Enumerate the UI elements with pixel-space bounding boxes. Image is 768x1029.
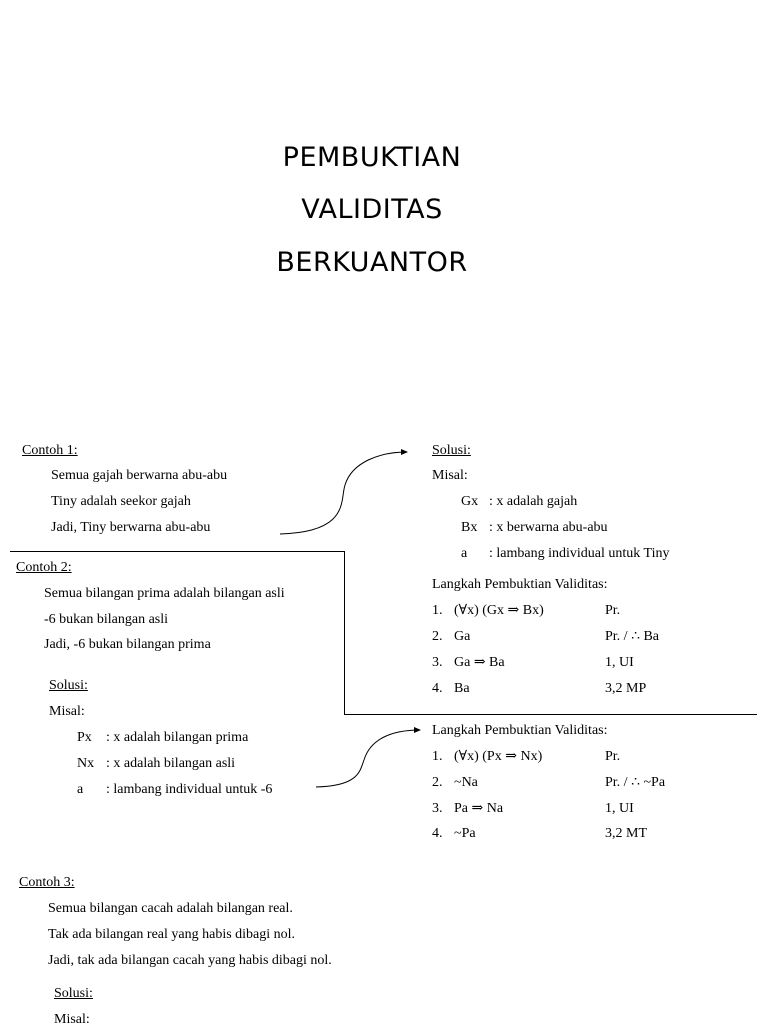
divider-line bbox=[344, 714, 757, 715]
contoh2-def-desc: : x adalah bilangan asli bbox=[106, 756, 236, 771]
contoh2-def-desc: : lambang individual untuk -6 bbox=[106, 782, 273, 797]
contoh2-heading: Contoh 2: bbox=[16, 560, 72, 575]
contoh1-conclusion: Jadi, Tiny berwarna abu-abu bbox=[51, 520, 211, 535]
contoh2-step-number: 3. bbox=[432, 801, 443, 816]
contoh1-langkah-heading: Langkah Pembuktian Validitas: bbox=[432, 577, 608, 592]
contoh1-step-number: 3. bbox=[432, 655, 443, 670]
contoh1-step-number: 2. bbox=[432, 629, 443, 644]
contoh1-step-number: 1. bbox=[432, 603, 443, 618]
contoh2-def-symbol: Nx bbox=[77, 756, 95, 771]
contoh1-def-desc: : x adalah gajah bbox=[489, 494, 578, 509]
contoh1-step-reason: 1, UI bbox=[605, 655, 634, 670]
contoh2-def-desc: : x adalah bilangan prima bbox=[106, 730, 249, 745]
contoh3-conclusion: Jadi, tak ada bilangan cacah yang habis dibagi nol. bbox=[48, 953, 332, 968]
contoh1-step-reason: Pr. / ∴ Ba bbox=[605, 629, 660, 644]
contoh2-premise-2: -6 bukan bilangan asli bbox=[44, 612, 169, 627]
page-title-line-2: VALIDITAS bbox=[301, 194, 443, 225]
contoh1-step-reason: Pr. bbox=[605, 603, 621, 618]
contoh2-step-reason: Pr. bbox=[605, 749, 621, 764]
contoh1-premise-1: Semua gajah berwarna abu-abu bbox=[51, 468, 228, 483]
contoh2-conclusion: Jadi, -6 bukan bilangan prima bbox=[44, 637, 211, 652]
arrow-contoh1-to-solusi bbox=[280, 452, 407, 534]
contoh1-def-symbol: Bx bbox=[461, 520, 478, 535]
contoh2-step-reason: Pr. / ∴ ~Pa bbox=[605, 775, 666, 790]
contoh2-step-reason: 1, UI bbox=[605, 801, 634, 816]
contoh2-step-expression: (∀x) (Px ⇒ Nx) bbox=[454, 749, 543, 764]
divider-line bbox=[10, 551, 345, 552]
contoh2-solusi-heading: Solusi: bbox=[49, 678, 88, 693]
contoh2-step-number: 4. bbox=[432, 826, 443, 841]
contoh2-step-expression: ~Na bbox=[454, 775, 478, 790]
contoh1-step-number: 4. bbox=[432, 681, 443, 696]
contoh3-solusi-heading: Solusi: bbox=[54, 986, 93, 1001]
contoh3-heading: Contoh 3: bbox=[19, 875, 75, 890]
contoh1-def-symbol: a bbox=[461, 546, 468, 561]
contoh1-misal-label: Misal: bbox=[432, 468, 468, 483]
contoh1-step-expression: Ga ⇒ Ba bbox=[454, 655, 505, 670]
contoh2-langkah-heading: Langkah Pembuktian Validitas: bbox=[432, 723, 608, 738]
contoh1-def-symbol: Gx bbox=[461, 494, 479, 509]
contoh2-def-symbol: Px bbox=[77, 730, 92, 745]
contoh2-step-number: 2. bbox=[432, 775, 443, 790]
contoh1-heading: Contoh 1: bbox=[22, 443, 78, 458]
divider-line bbox=[344, 551, 345, 715]
contoh1-def-desc: : x berwarna abu-abu bbox=[489, 520, 608, 535]
contoh3-premise-1: Semua bilangan cacah adalah bilangan real. bbox=[48, 901, 293, 916]
contoh1-def-desc: : lambang individual untuk Tiny bbox=[489, 546, 670, 561]
contoh2-step-reason: 3,2 MT bbox=[605, 826, 647, 841]
contoh1-step-expression: (∀x) (Gx ⇒ Bx) bbox=[454, 603, 544, 618]
contoh2-step-number: 1. bbox=[432, 749, 443, 764]
page-title-line-1: PEMBUKTIAN bbox=[282, 142, 462, 173]
contoh1-step-expression: Ga bbox=[454, 629, 471, 644]
contoh2-premise-1: Semua bilangan prima adalah bilangan asli bbox=[44, 586, 285, 601]
contoh3-misal-label: Misal: bbox=[54, 1012, 90, 1027]
contoh1-premise-2: Tiny adalah seekor gajah bbox=[51, 494, 191, 509]
contoh2-def-symbol: a bbox=[77, 782, 84, 797]
page-title-line-3: BERKUANTOR bbox=[276, 247, 468, 278]
contoh2-step-expression: Pa ⇒ Na bbox=[454, 801, 504, 816]
contoh2-misal-label: Misal: bbox=[49, 704, 85, 719]
contoh1-step-reason: 3,2 MP bbox=[605, 681, 647, 696]
contoh2-step-expression: ~Pa bbox=[454, 826, 476, 841]
arrow-contoh2-to-langkah bbox=[316, 730, 420, 787]
contoh1-step-expression: Ba bbox=[454, 681, 470, 696]
contoh3-premise-2: Tak ada bilangan real yang habis dibagi nol. bbox=[48, 927, 296, 942]
contoh1-solusi-heading: Solusi: bbox=[432, 443, 471, 458]
